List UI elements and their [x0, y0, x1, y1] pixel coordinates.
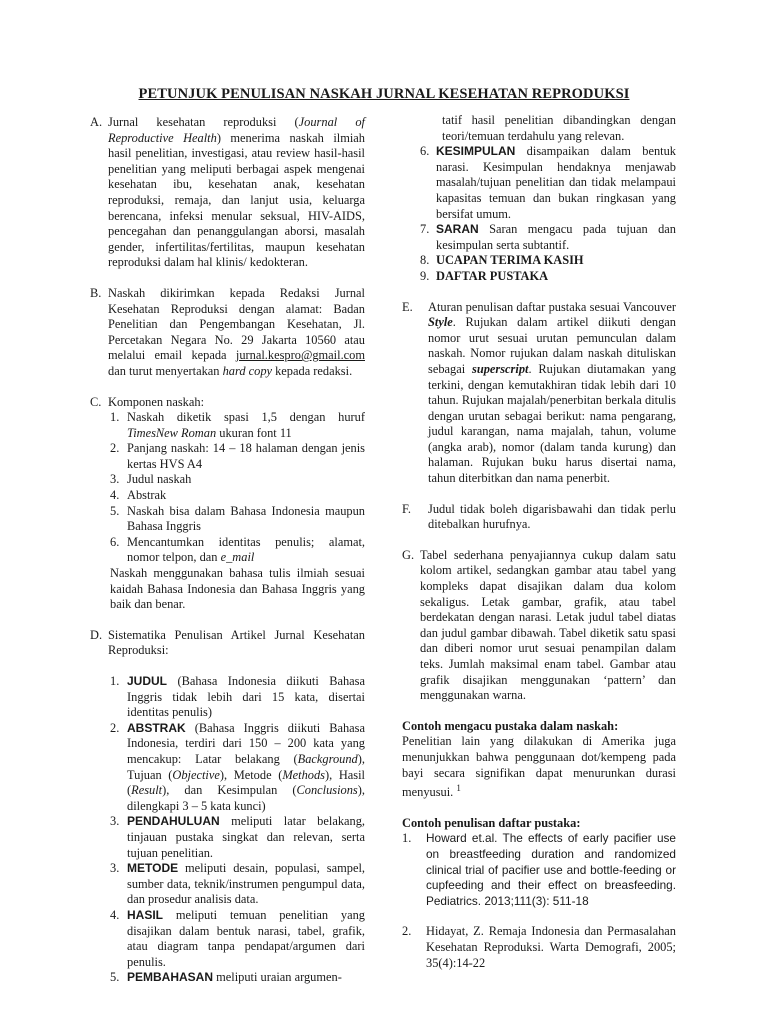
section-e	[402, 300, 676, 487]
list-item-desc: Saran mengacu pada tujuan dan kesimpulan serta subtantif.	[436, 222, 676, 252]
list-item-key: METODE	[127, 861, 179, 876]
list-item-text-2: ukuran font 11	[216, 425, 292, 440]
list-item-text-1: Mencantumkan identitas penulis; alamat, nomor telpon, dan	[127, 534, 365, 565]
term-conclusions: Conclusions	[296, 783, 358, 798]
list-item-number: 3.	[110, 861, 120, 876]
reference-number: 2.	[402, 924, 412, 939]
list-item-key: HASIL	[127, 907, 163, 922]
section-a-journal-name: Journal of Reproductive Health	[108, 115, 365, 145]
example-cite-superscript: 1	[456, 783, 461, 794]
example-cite-body: Penelitian lain yang dilakukan di Amerika juga menunjukkan bahwa penggunaan dot/kempeng pada bayi secara signifikan dapat menurunkan durasi menyusui.	[402, 734, 676, 800]
reference-number: 1.	[402, 831, 412, 846]
section-c	[90, 395, 365, 411]
list-item	[110, 441, 365, 472]
list-item-text	[127, 674, 365, 721]
list-item-text	[127, 535, 365, 566]
list-item	[110, 814, 365, 861]
list-item-text-1: Naskah diketik spasi 1,5 dengan huruf	[127, 410, 365, 425]
section-a-label: A.	[90, 115, 103, 129]
list-item-text: Naskah bisa dalam Bahasa Indonesia maupun Bahasa Inggris	[127, 503, 365, 534]
list-item-number: 1.	[110, 410, 120, 425]
list-item-desc: disampaikan dalam bentuk narasi. Kesimpulan hendaknya menjawab masalah/tujuan penelitian dan tidak melampaui kapasitas temuan dan bukan ringkasan yang bersifat umum.	[436, 144, 676, 221]
list-item-text	[127, 970, 365, 986]
list-item	[420, 269, 676, 285]
section-a-text-1: Jurnal kesehatan reproduksi (	[108, 115, 299, 129]
list-item-text: Panjang naskah: 14 – 18 halaman dengan jenis kertas HVS A4	[127, 441, 365, 471]
section-e-text	[428, 300, 676, 487]
list-item	[110, 861, 365, 908]
font-name: TimesNew Roman	[127, 425, 217, 440]
list-item	[420, 253, 676, 269]
list-item-desc: meliputi temuan penelitian yang disajikan dalam bentuk narasi, tabel, grafik, atau diagram tanpa pendapat/argumen dari penulis.	[127, 907, 365, 969]
section-a-text	[108, 115, 365, 271]
list-item	[110, 472, 365, 488]
list-item-text	[127, 410, 365, 441]
list-item-text: Abstrak	[127, 488, 167, 503]
list-item-number: 3.	[110, 814, 120, 829]
list-item-number: 2.	[110, 441, 120, 456]
list-item	[420, 144, 676, 222]
list-item-desc: meliputi desain, populasi, sampel, sumber data, teknik/instrumen pengumpul data, dan prosedur analisis data.	[127, 861, 365, 907]
section-b	[90, 286, 365, 380]
list-item-text	[436, 253, 676, 269]
list-item	[110, 721, 365, 815]
term-methods: Methods	[282, 767, 325, 782]
section-c-label: C.	[90, 394, 102, 409]
list-item	[110, 535, 365, 566]
section-e-text-3: . Rujukan diutamakan yang terkini, dengan kemutakhiran tidak lebih dari 10 tahun. Rujukan majalah/penerbitan berkala ditulis dengan urutan sebagai berikut: nama pengarang, judul karangan, nama majalah, tahun, volume (angka arab), nomor (dalam tanda kurung) dan halaman. Rujukan buku harus disertai nama, tahun diterbitkan dan nama penerbit.	[428, 361, 676, 486]
list-item-key: ABSTRAK	[127, 720, 186, 735]
list-item-desc: ), dan Kesimpulan (	[162, 783, 297, 798]
section-b-text-1: Naskah dikirimkan kepada Redaksi Jurnal Kesehatan Reproduksi dengan alamat: Badan Penelitian dan Pengembangan Kesehatan, Jl. Percetakan Negara No. 29 Jakarta 10560 atau melalui email kepada	[108, 285, 365, 363]
section-a	[90, 115, 365, 271]
list-item-key: KESIMPULAN	[436, 144, 516, 159]
list-item-text	[436, 222, 676, 253]
list-item-text	[127, 908, 365, 970]
term-result: Result	[131, 783, 163, 798]
section-c-heading: Komponen naskah:	[108, 394, 205, 409]
list-item-text: Judul naskah	[127, 472, 192, 487]
section-b-text-2: dan turut menyertakan	[108, 363, 223, 378]
list-item	[110, 674, 365, 721]
section-b-text	[108, 286, 365, 380]
section-g-text: Tabel sederhana penyajiannya cukup dalam satu kolom artikel, sedangkan gambar atau tabel yang kompleks dapat disajikan dalam dua kolom sekaligus. Letak gambar, grafik, atau tabel berdekatan dengan narasi. Letak judul tabel diatas dan judul gambar dibawah. Tabel diketik satu spasi dan diberi nomor urut sesuai penampilan dalam teks. Jumlah maksimal enam tabel. Gambar atau grafik disajikan menggunakan ‘pattern’ dan menggunakan warna.	[420, 547, 676, 703]
list-item-number: 7.	[420, 222, 430, 237]
list-item-key: PEMBAHASAN	[127, 970, 214, 985]
list-item-number: 6.	[110, 534, 120, 549]
list-item-text	[127, 814, 365, 861]
page-title: PETUNJUK PENULISAN NASKAH JURNAL KESEHATAN REPRODUKSI	[138, 86, 630, 102]
section-g-label: G.	[402, 547, 415, 562]
list-item-desc: ), Tujuan (	[127, 751, 365, 782]
section-e-style: Style	[428, 315, 453, 330]
section-d	[90, 628, 365, 659]
list-item-desc: (Bahasa Inggris diikuti Bahasa Indonesia, terdiri dari 150 – 200 kata yang mencakup: Latar belakang (	[127, 720, 365, 766]
list-item-key: DAFTAR PUSTAKA	[436, 268, 549, 283]
list-item-key: UCAPAN TERIMA KASIH	[436, 253, 584, 268]
list-item-key: JUDUL	[127, 674, 168, 688]
list-item-number: 5.	[110, 970, 120, 985]
list-item-key: SARAN	[436, 222, 479, 237]
example-refs-heading: Contoh penulisan daftar pustaka:	[402, 815, 581, 830]
list-item-desc: ), Hasil (	[127, 767, 365, 798]
reference-text: Hidayat, Z. Remaja Indonesia dan Permasalahan Kesehatan Reproduksi. Warta Demografi, 2005; 35(4):14-22	[426, 924, 676, 970]
list-item-number: 3.	[110, 472, 120, 487]
section-g	[402, 548, 676, 704]
list-item-number: 1.	[110, 674, 120, 688]
list-item-desc: meliputi latar belakang, tinjauan pustaka singkat dan relevan, serta tujuan penelitian.	[127, 814, 365, 860]
section-d-heading: Sistematika Penulisan Artikel Jurnal Kesehatan Reproduksi:	[108, 627, 365, 658]
reference-item	[402, 924, 676, 971]
example-cite-text	[402, 734, 676, 801]
list-item-desc: meliputi uraian argumen-	[213, 970, 342, 985]
reference-item	[402, 831, 676, 909]
pembahasan-continuation: tatif hasil penelitian dibandingkan dengan teori/temuan terdahulu yang relevan.	[442, 113, 676, 143]
list-item-text	[436, 144, 676, 222]
list-item-text	[127, 721, 365, 815]
list-item-number: 5.	[110, 503, 120, 518]
left-column	[90, 115, 365, 986]
email-term: e_mail	[220, 550, 255, 565]
section-b-label: B.	[90, 285, 102, 300]
section-f-text: Judul tidak boleh digarisbawahi dan tidak perlu ditebalkan hurufnya.	[428, 501, 676, 532]
list-item	[110, 908, 365, 970]
list-item-number: 9.	[420, 268, 430, 283]
section-b-hard-copy: hard copy	[222, 363, 273, 378]
email-link[interactable]: jurnal.kespro@gmail.com	[235, 348, 365, 363]
list-item-number: 4.	[110, 488, 120, 503]
list-item-desc: (Bahasa Indonesia diikuti Bahasa Inggris tidak lebih dari 15 kata, disertai identitas penulis)	[127, 674, 365, 720]
section-b-text-3: kepada redaksi.	[272, 363, 353, 378]
right-column	[402, 113, 676, 971]
list-item-number: 6.	[420, 144, 430, 159]
section-a-text-2: ) menerima naskah ilmiah hasil penelitian, investigasi, atau review hasil-hasil penelitian yang meliputi berbagai aspek mengenai kesehatan ibu, kesehatan anak, kesehatan reproduksi, remaja, dan lanjut usia, keluarga berencana, infeksi menular seksual, HIV-AIDS, pencegahan dan penanggulangan aborsi, masalah gender, infertilitas/fertilitas, maupun kesehatan reproduksi dalam hal klinis/ kedokteran.	[108, 130, 365, 270]
list-item-text	[127, 861, 365, 908]
section-e-text-2: . Rujukan dalam artikel diikuti dengan nomor urut sesuai urutan pemunculan dalam naskah. Nomor rujukan dalam naskah dituliskan sebagai	[428, 315, 676, 376]
list-item	[110, 504, 365, 535]
list-item	[110, 488, 365, 504]
reference-text: Howard et.al. The effects of early pacifier use on breastfeeding duration and randomized clinical trial of pacifier use and bottle-feeding or cupfeeding and their effect on breasfeeding. Pediatrics. 2013;111(3): 511-18	[426, 831, 676, 908]
term-objective: Objective	[172, 767, 220, 782]
list-item-number: 4.	[110, 907, 120, 922]
section-e-text-1: Aturan penulisan daftar pustaka sesuai Vancouver	[428, 299, 676, 314]
section-e-superscript: superscript	[472, 361, 529, 376]
list-item-desc: ), Metode (	[219, 767, 283, 782]
list-item-desc: ), dilengkapi 3 – 5 kata kunci)	[127, 783, 365, 813]
list-item	[110, 410, 365, 441]
section-d-label: D.	[90, 627, 103, 642]
term-background: Background	[297, 751, 358, 766]
list-item-key: PENDAHULUAN	[127, 814, 220, 829]
list-item-number: 8.	[420, 253, 430, 268]
list-item-text	[436, 269, 676, 285]
list-item	[110, 970, 365, 986]
example-cite-heading: Contoh mengacu pustaka dalam naskah:	[402, 718, 619, 733]
list-item	[420, 222, 676, 253]
section-c-note: Naskah menggunakan bahasa tulis ilmiah sesuai kaidah Bahasa Indonesia dan Bahasa Inggris yang baik dan benar.	[110, 566, 365, 612]
section-e-label: E.	[402, 299, 413, 314]
list-item-number: 2.	[110, 720, 120, 735]
section-f-label: F.	[402, 501, 411, 516]
section-f	[402, 502, 676, 533]
